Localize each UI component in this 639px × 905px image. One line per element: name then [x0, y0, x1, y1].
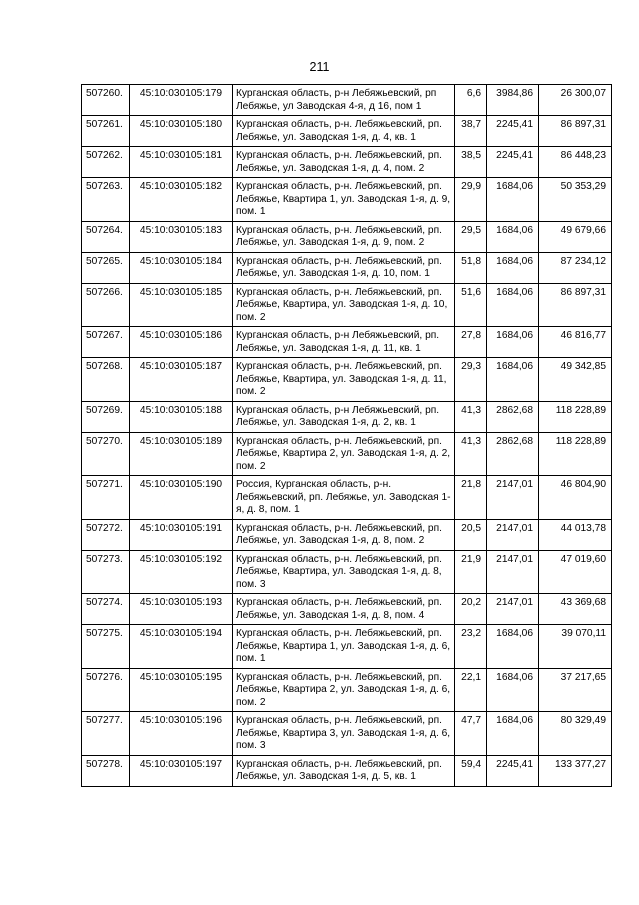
table-row: [82, 432, 612, 476]
table-row: [82, 476, 612, 520]
table-row: [82, 147, 612, 178]
area-cell: 22,1: [455, 668, 487, 712]
row-number-cell: 507275.: [82, 625, 130, 669]
address-cell: Курганская область, р-н. Лебяжьевский, рп. Лебяжье, Квартира 2, ул. Заводская 1-я, д. 6, пом. 2: [233, 668, 455, 712]
area-cell: 51,8: [455, 252, 487, 283]
area-cell: 27,8: [455, 327, 487, 358]
table-row: [82, 283, 612, 327]
cadastral-number-cell: 45:10:030105:190: [130, 476, 233, 520]
table-row: [82, 358, 612, 402]
cadastral-value-cell: 46 816,77: [539, 327, 612, 358]
area-cell: 41,3: [455, 432, 487, 476]
table-row: [82, 755, 612, 786]
table-row: [82, 668, 612, 712]
row-number-cell: 507262.: [82, 147, 130, 178]
address-cell: Курганская область, р-н Лебяжьевский, рп. Лебяжье, ул. Заводская 1-я, д. 2, кв. 1: [233, 401, 455, 432]
unit-price-cell: 2147,01: [487, 550, 539, 594]
unit-price-cell: 2245,41: [487, 116, 539, 147]
table-row: [82, 594, 612, 625]
cadastral-value-cell: 87 234,12: [539, 252, 612, 283]
cadastral-number-cell: 45:10:030105:196: [130, 712, 233, 756]
unit-price-cell: 1684,06: [487, 625, 539, 669]
cadastral-value-cell: 47 019,60: [539, 550, 612, 594]
unit-price-cell: 1684,06: [487, 283, 539, 327]
area-cell: 20,5: [455, 519, 487, 550]
cadastral-number-cell: 45:10:030105:193: [130, 594, 233, 625]
unit-price-cell: 2147,01: [487, 519, 539, 550]
cadastral-value-cell: 26 300,07: [539, 85, 612, 116]
unit-price-cell: 2245,41: [487, 147, 539, 178]
page-number: 211: [309, 60, 330, 74]
address-cell: Курганская область, р-н. Лебяжьевский, рп. Лебяжье, Квартира 1, ул. Заводская 1-я, д. 6, пом. 1: [233, 625, 455, 669]
row-number-cell: 507278.: [82, 755, 130, 786]
cadastral-value-cell: 46 804,90: [539, 476, 612, 520]
address-cell: Курганская область, р-н. Лебяжьевский, рп. Лебяжье, ул. Заводская 1-я, д. 10, пом. 1: [233, 252, 455, 283]
unit-price-cell: 1684,06: [487, 358, 539, 402]
cadastral-value-cell: 118 228,89: [539, 432, 612, 476]
unit-price-cell: 3984,86: [487, 85, 539, 116]
row-number-cell: 507263.: [82, 178, 130, 222]
unit-price-cell: 1684,06: [487, 327, 539, 358]
area-cell: 29,9: [455, 178, 487, 222]
cadastral-number-cell: 45:10:030105:185: [130, 283, 233, 327]
unit-price-cell: 2862,68: [487, 401, 539, 432]
row-number-cell: 507272.: [82, 519, 130, 550]
unit-price-cell: 1684,06: [487, 712, 539, 756]
cadastral-number-cell: 45:10:030105:181: [130, 147, 233, 178]
address-cell: Курганская область, р-н. Лебяжьевский, рп. Лебяжье, Квартира 3, ул. Заводская 1-я, д. 6, пом. 3: [233, 712, 455, 756]
address-cell: Курганская область, р-н Лебяжьевский, рп. Лебяжье, ул. Заводская 1-я, д. 11, кв. 1: [233, 327, 455, 358]
table-row: [82, 712, 612, 756]
table-row: [82, 550, 612, 594]
cadastral-number-cell: 45:10:030105:191: [130, 519, 233, 550]
cadastral-value-cell: 86 897,31: [539, 283, 612, 327]
row-number-cell: 507269.: [82, 401, 130, 432]
address-cell: Курганская область, р-н. Лебяжьевский, рп. Лебяжье, Квартира 1, ул. Заводская 1-я, д. 9, пом. 1: [233, 178, 455, 222]
address-cell: Курганская область, р-н. Лебяжьевский, рп. Лебяжье, ул. Заводская 1-я, д. 8, пом. 2: [233, 519, 455, 550]
property-table: [81, 84, 612, 787]
unit-price-cell: 1684,06: [487, 221, 539, 252]
cadastral-number-cell: 45:10:030105:195: [130, 668, 233, 712]
address-cell: Курганская область, р-н. Лебяжьевский, рп. Лебяжье, Квартира, ул. Заводская 1-я, д. 11, пом. 2: [233, 358, 455, 402]
cadastral-value-cell: 86 448,23: [539, 147, 612, 178]
cadastral-value-cell: 44 013,78: [539, 519, 612, 550]
row-number-cell: 507267.: [82, 327, 130, 358]
cadastral-number-cell: 45:10:030105:194: [130, 625, 233, 669]
row-number-cell: 507274.: [82, 594, 130, 625]
cadastral-number-cell: 45:10:030105:188: [130, 401, 233, 432]
cadastral-value-cell: 133 377,27: [539, 755, 612, 786]
area-cell: 20,2: [455, 594, 487, 625]
cadastral-value-cell: 49 342,85: [539, 358, 612, 402]
area-cell: 38,5: [455, 147, 487, 178]
table-row: [82, 625, 612, 669]
cadastral-number-cell: 45:10:030105:192: [130, 550, 233, 594]
cadastral-value-cell: 118 228,89: [539, 401, 612, 432]
cadastral-value-cell: 50 353,29: [539, 178, 612, 222]
row-number-cell: 507270.: [82, 432, 130, 476]
address-cell: Курганская область, р-н. Лебяжьевский, рп. Лебяжье, ул. Заводская 1-я, д. 8, пом. 4: [233, 594, 455, 625]
table-row: [82, 85, 612, 116]
address-cell: Россия, Курганская область, р-н. Лебяжьевский, рп. Лебяжье, ул. Заводская 1-я, д. 8, пом. 1: [233, 476, 455, 520]
unit-price-cell: 2147,01: [487, 476, 539, 520]
area-cell: 47,7: [455, 712, 487, 756]
unit-price-cell: 1684,06: [487, 252, 539, 283]
address-cell: Курганская область, р-н. Лебяжьевский, рп. Лебяжье, ул. Заводская 1-я, д. 5, кв. 1: [233, 755, 455, 786]
cadastral-value-cell: 39 070,11: [539, 625, 612, 669]
table-body: [82, 85, 612, 787]
cadastral-number-cell: 45:10:030105:186: [130, 327, 233, 358]
table-row: [82, 327, 612, 358]
row-number-cell: 507268.: [82, 358, 130, 402]
unit-price-cell: 2862,68: [487, 432, 539, 476]
area-cell: 29,3: [455, 358, 487, 402]
area-cell: 23,2: [455, 625, 487, 669]
cadastral-value-cell: 86 897,31: [539, 116, 612, 147]
cadastral-number-cell: 45:10:030105:182: [130, 178, 233, 222]
cadastral-number-cell: 45:10:030105:189: [130, 432, 233, 476]
cadastral-number-cell: 45:10:030105:184: [130, 252, 233, 283]
table-row: [82, 116, 612, 147]
area-cell: 51,6: [455, 283, 487, 327]
cadastral-number-cell: 45:10:030105:187: [130, 358, 233, 402]
address-cell: Курганская область, р-н. Лебяжьевский, рп. Лебяжье, Квартира, ул. Заводская 1-я, д. 8, пом. 3: [233, 550, 455, 594]
area-cell: 59,4: [455, 755, 487, 786]
address-cell: Курганская область, р-н. Лебяжьевский, рп. Лебяжье, ул. Заводская 1-я, д. 9, пом. 2: [233, 221, 455, 252]
unit-price-cell: 1684,06: [487, 668, 539, 712]
row-number-cell: 507271.: [82, 476, 130, 520]
address-cell: Курганская область, р-н. Лебяжьевский, рп. Лебяжье, Квартира, ул. Заводская 1-я, д. 10, пом. 2: [233, 283, 455, 327]
cadastral-number-cell: 45:10:030105:179: [130, 85, 233, 116]
area-cell: 21,9: [455, 550, 487, 594]
row-number-cell: 507266.: [82, 283, 130, 327]
table-row: [82, 221, 612, 252]
unit-price-cell: 1684,06: [487, 178, 539, 222]
table-row: [82, 519, 612, 550]
area-cell: 29,5: [455, 221, 487, 252]
address-cell: Курганская область, р-н. Лебяжьевский, рп. Лебяжье, Квартира 2, ул. Заводская 1-я, д. 2, пом. 2: [233, 432, 455, 476]
cadastral-number-cell: 45:10:030105:183: [130, 221, 233, 252]
area-cell: 41,3: [455, 401, 487, 432]
address-cell: Курганская область, р-н. Лебяжьевский, рп. Лебяжье, ул. Заводская 1-я, д. 4, пом. 2: [233, 147, 455, 178]
table-row: [82, 252, 612, 283]
table-row: [82, 178, 612, 222]
row-number-cell: 507261.: [82, 116, 130, 147]
row-number-cell: 507265.: [82, 252, 130, 283]
row-number-cell: 507264.: [82, 221, 130, 252]
row-number-cell: 507273.: [82, 550, 130, 594]
unit-price-cell: 2245,41: [487, 755, 539, 786]
area-cell: 6,6: [455, 85, 487, 116]
address-cell: Курганская область, р-н Лебяжьевский, рп Лебяжье, ул Заводская 4-я, д 16, пом 1: [233, 85, 455, 116]
cadastral-value-cell: 49 679,66: [539, 221, 612, 252]
unit-price-cell: 2147,01: [487, 594, 539, 625]
cadastral-value-cell: 37 217,65: [539, 668, 612, 712]
cadastral-number-cell: 45:10:030105:180: [130, 116, 233, 147]
row-number-cell: 507276.: [82, 668, 130, 712]
row-number-cell: 507277.: [82, 712, 130, 756]
cadastral-value-cell: 43 369,68: [539, 594, 612, 625]
address-cell: Курганская область, р-н. Лебяжьевский, рп. Лебяжье, ул. Заводская 1-я, д. 4, кв. 1: [233, 116, 455, 147]
table-row: [82, 401, 612, 432]
cadastral-value-cell: 80 329,49: [539, 712, 612, 756]
row-number-cell: 507260.: [82, 85, 130, 116]
area-cell: 38,7: [455, 116, 487, 147]
area-cell: 21,8: [455, 476, 487, 520]
cadastral-number-cell: 45:10:030105:197: [130, 755, 233, 786]
